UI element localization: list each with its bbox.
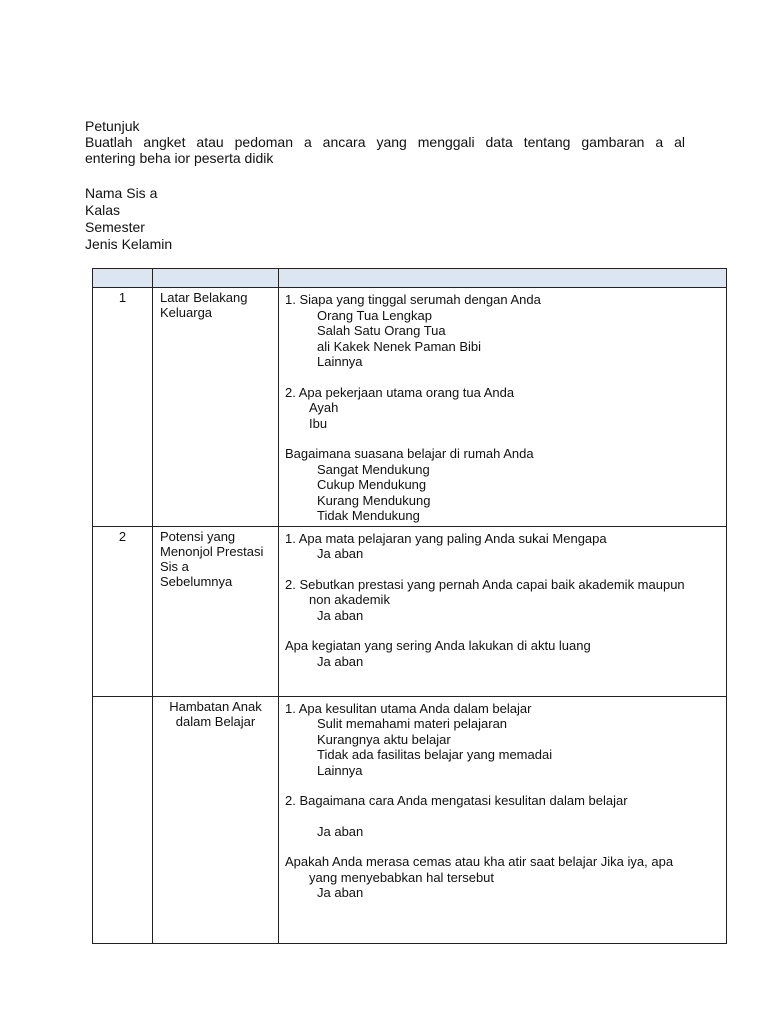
field-gender <box>85 236 247 253</box>
aspect-line: Sebelumnya <box>160 573 233 589</box>
option: Kurangnya aktu belajar <box>317 731 451 747</box>
table-row <box>93 696 727 943</box>
option: Tidak ada fasilitas belajar yang memadai <box>317 747 553 762</box>
header-questions <box>279 269 727 288</box>
option: Cukup Mendukung <box>317 477 427 492</box>
field-colon <box>227 202 247 219</box>
row-number: 1 <box>93 288 153 527</box>
field-label: Kalas <box>85 202 121 218</box>
option: Ayah <box>309 400 339 415</box>
question: Apakah Anda merasa cemas atau kha atir saat belajar Jika iya, apa <box>285 854 674 869</box>
table-header <box>93 269 727 288</box>
option: Sulit memahami materi pelajaran <box>317 716 508 731</box>
answer-line: Ja aban <box>317 546 364 561</box>
option: Lainnya <box>317 762 363 778</box>
instructions-line-2: entering beha ior peserta didik <box>85 150 274 166</box>
instructions <box>85 118 685 166</box>
instructions-title: Petunjuk <box>85 118 140 134</box>
question: 1. Siapa yang tinggal serumah dengan Anda <box>285 292 541 307</box>
row-questions <box>279 526 727 696</box>
trailing-mark <box>285 901 722 909</box>
field-label: Jenis Kelamin <box>85 236 173 252</box>
option: Salah Satu Orang Tua <box>317 323 446 338</box>
identity-fields <box>85 185 247 253</box>
aspect-line: Hambatan Anak <box>169 698 262 714</box>
row-aspect <box>153 526 279 696</box>
question: 2. Apa pekerjaan utama orang tua Anda <box>285 384 515 400</box>
field-class <box>85 202 247 219</box>
table-row <box>93 526 727 696</box>
row-questions <box>279 696 727 943</box>
answer-line: Ja aban <box>317 653 364 669</box>
question: 2. Bagaimana cara Anda mengatasi kesulitan dalam belajar <box>285 793 628 808</box>
aspect-line: Latar Belakang <box>160 290 248 305</box>
aspect-line: Keluarga <box>160 305 213 320</box>
aspect-line: Sis a <box>160 558 189 574</box>
option: Ibu <box>309 415 328 431</box>
question-continued: yang menyebabkan hal tersebut <box>309 869 495 885</box>
answer-line: Ja aban <box>317 823 364 839</box>
option: Lainnya <box>317 354 363 369</box>
row-questions <box>279 288 727 527</box>
row-aspect <box>153 288 279 527</box>
option: Orang Tua Lengkap <box>317 307 432 323</box>
question: 2. Sebutkan prestasi yang pernah Anda capai baik akademik maupun <box>285 576 685 592</box>
survey-table <box>92 268 727 944</box>
instructions-line-1: Buatlah angket atau pedoman a ancara yang menggali data tentang gambaran a al <box>85 134 685 150</box>
table-row <box>93 288 727 527</box>
answer-line: Ja aban <box>317 607 364 623</box>
question: 1. Apa mata pelajaran yang paling Anda sukai Mengapa <box>285 530 607 546</box>
aspect-line: Menonjol Prestasi <box>160 543 264 559</box>
header-no <box>93 269 153 288</box>
row-number <box>93 696 153 943</box>
field-colon <box>227 236 247 253</box>
answer-line: Ja aban <box>317 885 364 900</box>
aspect-line: dalam Belajar <box>175 713 256 729</box>
aspect-line: Potensi yang <box>160 528 236 544</box>
field-colon <box>227 219 247 236</box>
field-label: Nama Sis a <box>85 185 158 201</box>
option: Tidak Mendukung <box>317 508 420 523</box>
field-label: Semester <box>85 219 145 235</box>
field-semester <box>85 219 247 236</box>
option: ali Kakek Nenek Paman Bibi <box>317 338 482 354</box>
option: Kurang Mendukung <box>317 492 431 508</box>
row-aspect <box>153 696 279 943</box>
question: Bagaimana suasana belajar di rumah Anda <box>285 446 534 461</box>
option: Sangat Mendukung <box>317 461 430 477</box>
field-name <box>85 185 247 202</box>
question: Apa kegiatan yang sering Anda lakukan di aktu luang <box>285 638 591 653</box>
row-number: 2 <box>93 526 153 696</box>
question-continued: non akademik <box>309 592 390 607</box>
header-aspect <box>153 269 279 288</box>
question: 1. Apa kesulitan utama Anda dalam belajar <box>285 700 532 716</box>
field-colon <box>227 185 247 202</box>
